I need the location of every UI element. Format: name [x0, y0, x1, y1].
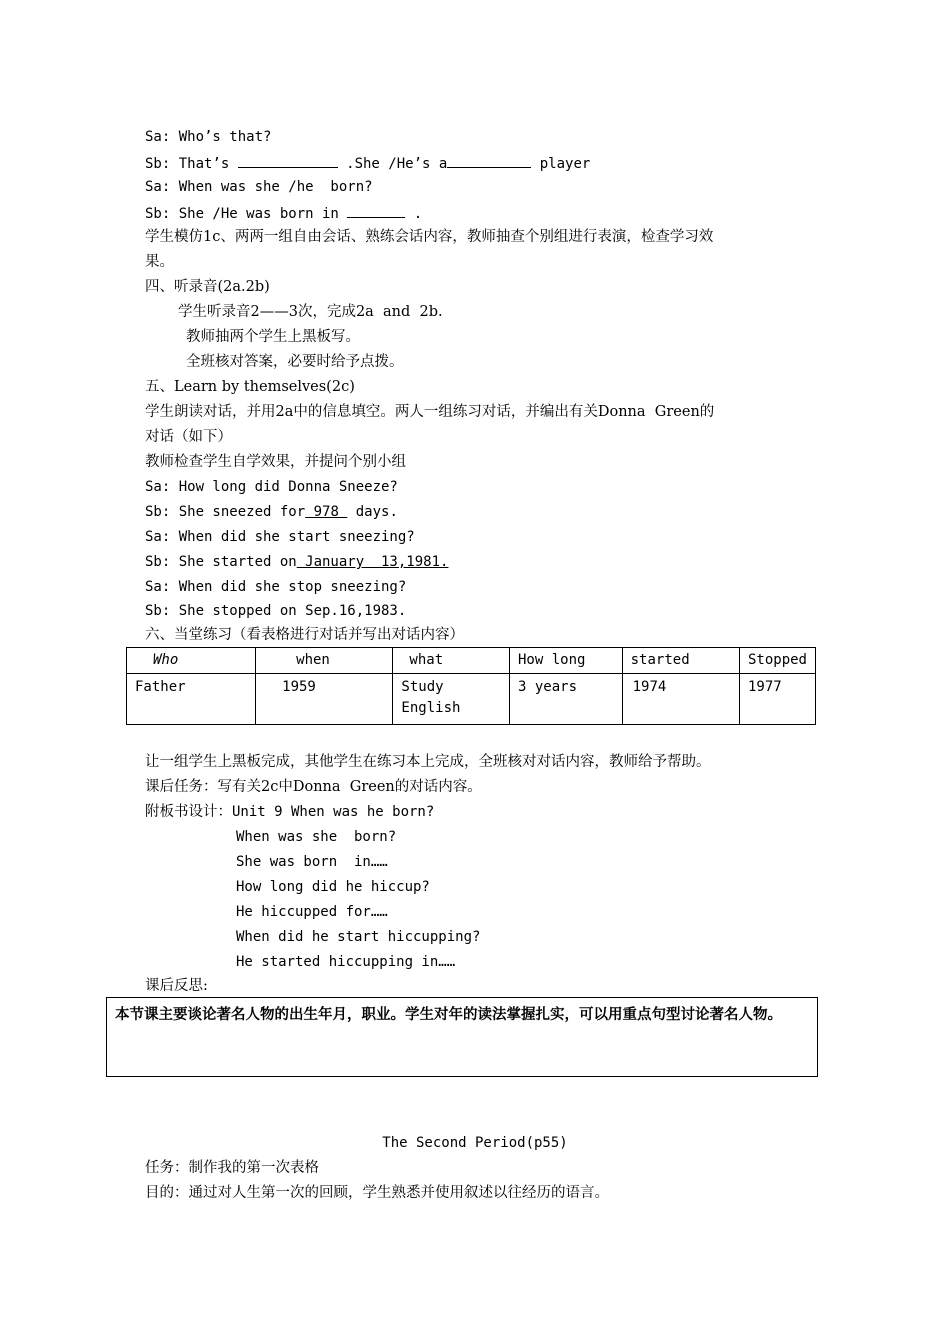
- section4-heading: 四、听录音(2a.2b): [145, 279, 270, 295]
- second-period-title: The Second Period(p55): [382, 1135, 568, 1151]
- board-label: 附板书设计：: [145, 804, 232, 820]
- dialog2-line-4-text-a: Sb: She started on: [145, 554, 297, 570]
- table-cell: 3 years: [510, 674, 623, 725]
- answer-blank[interactable]: [238, 153, 338, 168]
- dialog1-line-2-text-a: Sb: That’s: [145, 156, 238, 172]
- after-table-line-1: 让一组学生上黑板完成，其他学生在练习本上完成，全班核对对话内容，教师给予帮助。: [145, 754, 711, 770]
- second-period-task: 任务：制作我的第一次表格: [145, 1160, 319, 1176]
- section5-line-1: 学生朗读对话，并用2a中的信息填空。两人一组练习对话，并编出有关Donna Green的: [145, 404, 715, 420]
- section5-line-2: 对话（如下）: [145, 429, 232, 445]
- table-cell: 1974: [622, 674, 739, 725]
- answer-blank[interactable]: [447, 153, 531, 168]
- reflection-box: 本节课主要谈论著名人物的出生年月，职业。学生对年的读法掌握扎实，可以用重点句型讨论著名人物。: [106, 997, 818, 1077]
- reflection-label: 课后反思:: [145, 978, 208, 994]
- answer-blank[interactable]: [347, 203, 405, 218]
- board-line: He started hiccupping in……: [236, 954, 456, 970]
- section6-heading: 六、当堂练习（看表格进行对话并写出对话内容）: [145, 627, 464, 643]
- dialog1-line-2-text-b: .She /He’s a: [337, 156, 448, 172]
- board-line: When did he start hiccupping?: [236, 929, 481, 945]
- table-header-cell: Who: [127, 648, 256, 674]
- dialog2-line-3: Sa: When did she start sneezing?: [145, 529, 415, 545]
- table-cell-line: Study: [401, 679, 444, 695]
- dialog1-line-4-text-a: Sb: She /He was born in: [145, 206, 348, 222]
- filled-answer: January 13,1981.: [296, 554, 449, 570]
- table-cell: Father: [127, 674, 256, 725]
- table-header-cell: when: [256, 648, 393, 674]
- section4-line-2: 教师抽两个学生上黑板写。: [186, 329, 360, 345]
- para-1c-line-1: 学生模仿1c、两两一组自由会话、熟练会话内容，教师抽查个别组进行表演，检查学习效: [145, 229, 714, 245]
- dialog2-line-2-text-c: days.: [347, 504, 398, 520]
- section4-line-3: 全班核对答案，必要时给予点拨。: [186, 354, 404, 370]
- dialog2-line-5: Sa: When did she stop sneezing?: [145, 579, 407, 595]
- practice-table: [126, 647, 816, 725]
- dialog1-line-2-text-c: player: [531, 156, 591, 172]
- table-header-row: [127, 648, 816, 674]
- after-table-line-2: 课后任务：写有关2c中Donna Green的对话内容。: [145, 779, 482, 795]
- dialog2-line-2-text-a: Sb: She sneezed for: [145, 504, 306, 520]
- board-line: When was she born?: [236, 829, 397, 845]
- board-title: Unit 9 When was he born?: [232, 804, 435, 820]
- dialog1-line-4: [145, 203, 422, 223]
- table-header-cell: what: [393, 648, 510, 674]
- table-row: [127, 674, 816, 725]
- dialog1-line-1: Sa: Who’s that?: [145, 129, 272, 145]
- dialog1-line-2: [145, 153, 590, 173]
- dialog1-line-3: Sa: When was she /he born?: [145, 179, 373, 195]
- table-cell: [393, 674, 510, 725]
- dialog2-line-1: Sa: How long did Donna Sneeze?: [145, 479, 398, 495]
- section4-line-1: 学生听录音2——3次，完成2a and 2b.: [178, 304, 443, 320]
- para-1c-line-2: 果。: [145, 254, 174, 270]
- table-cell: 1977: [739, 674, 815, 725]
- section5-heading: 五、Learn by themselves(2c): [145, 379, 355, 395]
- board-line: How long did he hiccup?: [236, 879, 430, 895]
- board-line: He hiccupped for……: [236, 904, 388, 920]
- board-heading: [145, 803, 434, 821]
- dialog2-line-2: [145, 503, 398, 521]
- table-header-cell: How long: [510, 648, 623, 674]
- board-line: She was born in……: [236, 854, 388, 870]
- table-header-cell: started: [622, 648, 739, 674]
- table-cell: 1959: [256, 674, 393, 725]
- table-cell-line: English: [401, 700, 461, 716]
- dialog2-line-4: [145, 553, 448, 571]
- dialog1-line-4-text-b: .: [405, 206, 423, 222]
- dialog2-line-6: Sb: She stopped on Sep.16,1983.: [145, 603, 407, 619]
- table-header-cell: Stopped: [739, 648, 815, 674]
- filled-answer: 978: [305, 504, 348, 520]
- second-period-goal: 目的：通过对人生第一次的回顾，学生熟悉并使用叙述以往经历的语言。: [145, 1185, 609, 1201]
- section5-line-3: 教师检查学生自学效果，并提问个别小组: [145, 454, 406, 470]
